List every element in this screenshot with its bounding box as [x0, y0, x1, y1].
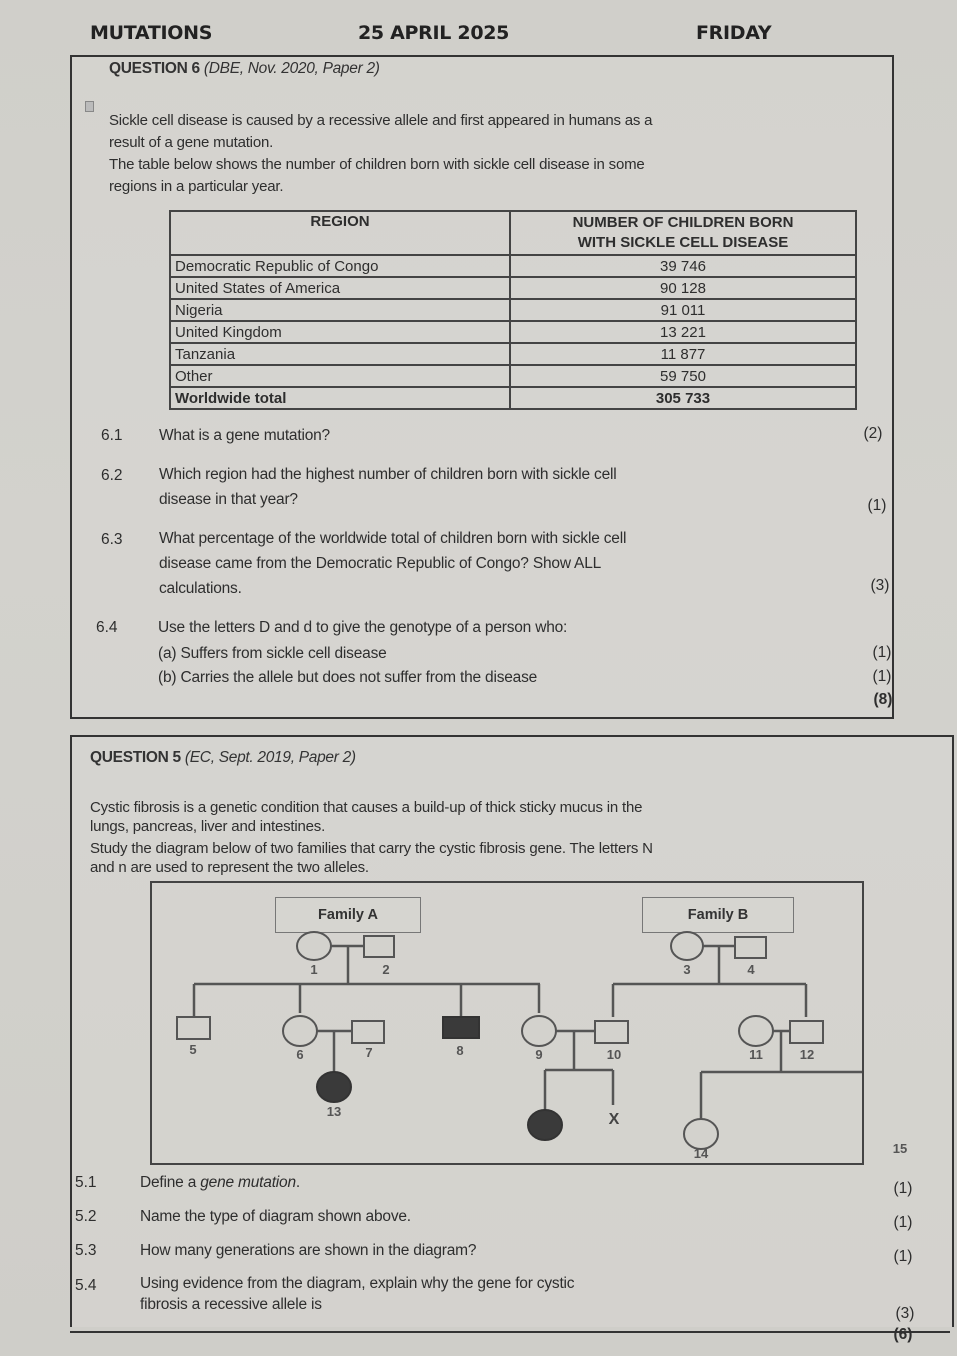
- table-row: [170, 277, 856, 299]
- count-cell: 91 011: [510, 299, 856, 321]
- question-text: Name the type of diagram shown above.: [140, 1208, 411, 1225]
- question-number: 6.1: [101, 427, 123, 444]
- intro-line: Cystic fibrosis is a genetic condition that causes a build-up of thick sticky mucus in the: [90, 799, 643, 816]
- text-end: .: [295, 1174, 300, 1191]
- sub-question-text: (a) Suffers from sickle cell disease: [158, 645, 387, 662]
- individual-13-affected-female: [317, 1072, 351, 1102]
- count-cell: 13 221: [510, 321, 856, 343]
- question-5-source: (EC, Sept. 2019, Paper 2): [184, 749, 356, 766]
- day-label: FRIDAY: [696, 22, 772, 44]
- region-cell: Tanzania: [170, 343, 510, 365]
- question-text: [159, 462, 616, 512]
- text-line: What percentage of the worldwide total of children born with sickle cell: [159, 530, 627, 547]
- question-number: 5.3: [75, 1242, 97, 1259]
- region-cell: Democratic Republic of Congo: [170, 255, 510, 277]
- question-text: Use the letters D and d to give the genotype of a person who:: [158, 619, 568, 636]
- label-1: 1: [310, 962, 318, 977]
- individual-6-female: [283, 1016, 317, 1046]
- count-cell: 90 128: [510, 277, 856, 299]
- individual-3-female: [671, 932, 703, 960]
- question-number: 6.2: [101, 467, 123, 484]
- page-header: [90, 22, 790, 50]
- marks-label: (1): [893, 1214, 913, 1231]
- text-line: Using evidence from the diagram, explain why the gene for cystic: [140, 1275, 575, 1292]
- family-b-label: Family B: [642, 897, 794, 933]
- question-number: 5.4: [75, 1277, 97, 1294]
- table-total-row: [170, 387, 856, 409]
- individual-12-male: [790, 1021, 823, 1043]
- region-cell: United Kingdom: [170, 321, 510, 343]
- count-cell: 39 746: [510, 255, 856, 277]
- intro-line: The table below shows the number of children born with sickle cell disease in some: [109, 156, 645, 173]
- text-line: disease in that year?: [159, 491, 298, 508]
- column-header-region: REGION: [170, 211, 510, 255]
- individual-affected-female-child: [528, 1110, 562, 1140]
- text-italic: gene mutation: [200, 1174, 296, 1191]
- label-5: 5: [189, 1042, 197, 1057]
- question-5-box: [70, 735, 954, 1327]
- question-6-source: (DBE, Nov. 2020, Paper 2): [203, 60, 380, 77]
- label-14: 14: [693, 1146, 709, 1161]
- intro-line: and n are used to represent the two alleles.: [90, 859, 369, 876]
- marks-label: (1): [867, 497, 887, 514]
- question-text: [140, 1273, 574, 1315]
- pedigree-diagram: [150, 881, 908, 1165]
- label-11: 11: [749, 1047, 763, 1062]
- table-row: [170, 321, 856, 343]
- question-6-title: [109, 60, 380, 78]
- individual-5-male: [177, 1017, 210, 1039]
- region-cell: United States of America: [170, 277, 510, 299]
- individual-2-male: [364, 936, 394, 957]
- margin-mark: [85, 101, 94, 112]
- label-x: X: [608, 1111, 620, 1128]
- marks-label: (1): [893, 1180, 913, 1197]
- marks-label: (2): [863, 425, 883, 442]
- question-text: How many generations are shown in the diagram?: [140, 1242, 477, 1259]
- individual-9-female: [522, 1016, 556, 1046]
- region-cell: Other: [170, 365, 510, 387]
- individual-14-female: [684, 1119, 718, 1149]
- label-12: 12: [799, 1047, 815, 1062]
- individual-10-male: [595, 1021, 628, 1043]
- count-cell: 11 877: [510, 343, 856, 365]
- date-label: 25 APRIL 2025: [358, 22, 510, 44]
- table-row: [170, 299, 856, 321]
- region-cell: Nigeria: [170, 299, 510, 321]
- question-5-intro: [90, 797, 653, 879]
- label-3: 3: [683, 962, 691, 977]
- pedigree-lines: [152, 883, 862, 1163]
- label-4: 4: [747, 962, 755, 977]
- label-6: 6: [296, 1047, 304, 1062]
- label-8: 8: [456, 1043, 464, 1058]
- label-2: 2: [382, 962, 390, 977]
- question-6-intro: [109, 110, 652, 198]
- intro-line: regions in a particular year.: [109, 178, 284, 195]
- label-13: 13: [326, 1104, 342, 1119]
- total-marks-label: (8): [873, 691, 893, 708]
- question-text: What is a gene mutation?: [159, 427, 330, 444]
- sub-question-text: (b) Carries the allele but does not suffer from the disease: [158, 669, 538, 686]
- text-line: fibrosis a recessive allele is: [140, 1296, 322, 1313]
- question-text: [140, 1170, 300, 1195]
- total-marks-label: (6): [893, 1326, 913, 1343]
- family-a-label: Family A: [275, 897, 421, 933]
- sickle-cell-table: [169, 210, 857, 410]
- header-line: NUMBER OF CHILDREN BORN: [572, 214, 794, 231]
- marks-label: (1): [893, 1248, 913, 1265]
- individual-8-affected-male: [443, 1017, 479, 1038]
- marks-label: (1): [872, 644, 892, 661]
- individual-1-female: [297, 932, 331, 960]
- count-cell: 59 750: [510, 365, 856, 387]
- intro-line: result of a gene mutation.: [109, 134, 274, 151]
- bottom-rule: [70, 1331, 950, 1333]
- question-number: 5.2: [75, 1208, 97, 1225]
- marks-label: (3): [870, 577, 890, 594]
- individual-7-male: [352, 1021, 384, 1043]
- table-row: [170, 255, 856, 277]
- marks-label: (1): [872, 668, 892, 685]
- question-6-box: [70, 55, 894, 719]
- question-number: 5.1: [75, 1174, 97, 1191]
- question-5-title: [90, 749, 356, 767]
- question-6-number: QUESTION 6: [109, 60, 200, 77]
- text-line: Which region had the highest number of children born with sickle cell: [159, 466, 617, 483]
- intro-line: Study the diagram below of two families that carry the cystic fibrosis gene. The letters N: [90, 840, 653, 857]
- individual-4-male: [735, 937, 766, 958]
- question-number: 6.3: [101, 531, 123, 548]
- table-row: [170, 365, 856, 387]
- text-line: calculations.: [159, 580, 242, 597]
- question-number: 6.4: [96, 619, 118, 636]
- text-line: disease came from the Democratic Republic of Congo? Show ALL: [159, 555, 602, 572]
- label-15: 15: [892, 1141, 908, 1156]
- column-header-count: [510, 211, 856, 255]
- question-text: [159, 526, 626, 601]
- intro-line: lungs, pancreas, liver and intestines.: [90, 818, 326, 835]
- label-7: 7: [365, 1045, 373, 1060]
- label-9: 9: [535, 1047, 543, 1062]
- question-5-number: QUESTION 5: [90, 749, 181, 766]
- intro-line: Sickle cell disease is caused by a recessive allele and first appeared in humans as a: [109, 112, 653, 129]
- text-plain: Define a: [140, 1174, 201, 1191]
- count-cell: 305 733: [510, 387, 856, 409]
- label-10: 10: [606, 1047, 622, 1062]
- table-row: [170, 343, 856, 365]
- marks-label: (3): [895, 1305, 915, 1322]
- table-header-row: [170, 211, 856, 255]
- individual-11-female: [739, 1016, 773, 1046]
- header-line: WITH SICKLE CELL DISEASE: [577, 234, 789, 251]
- region-cell: Worldwide total: [170, 387, 510, 409]
- topic-title: MUTATIONS: [90, 22, 213, 44]
